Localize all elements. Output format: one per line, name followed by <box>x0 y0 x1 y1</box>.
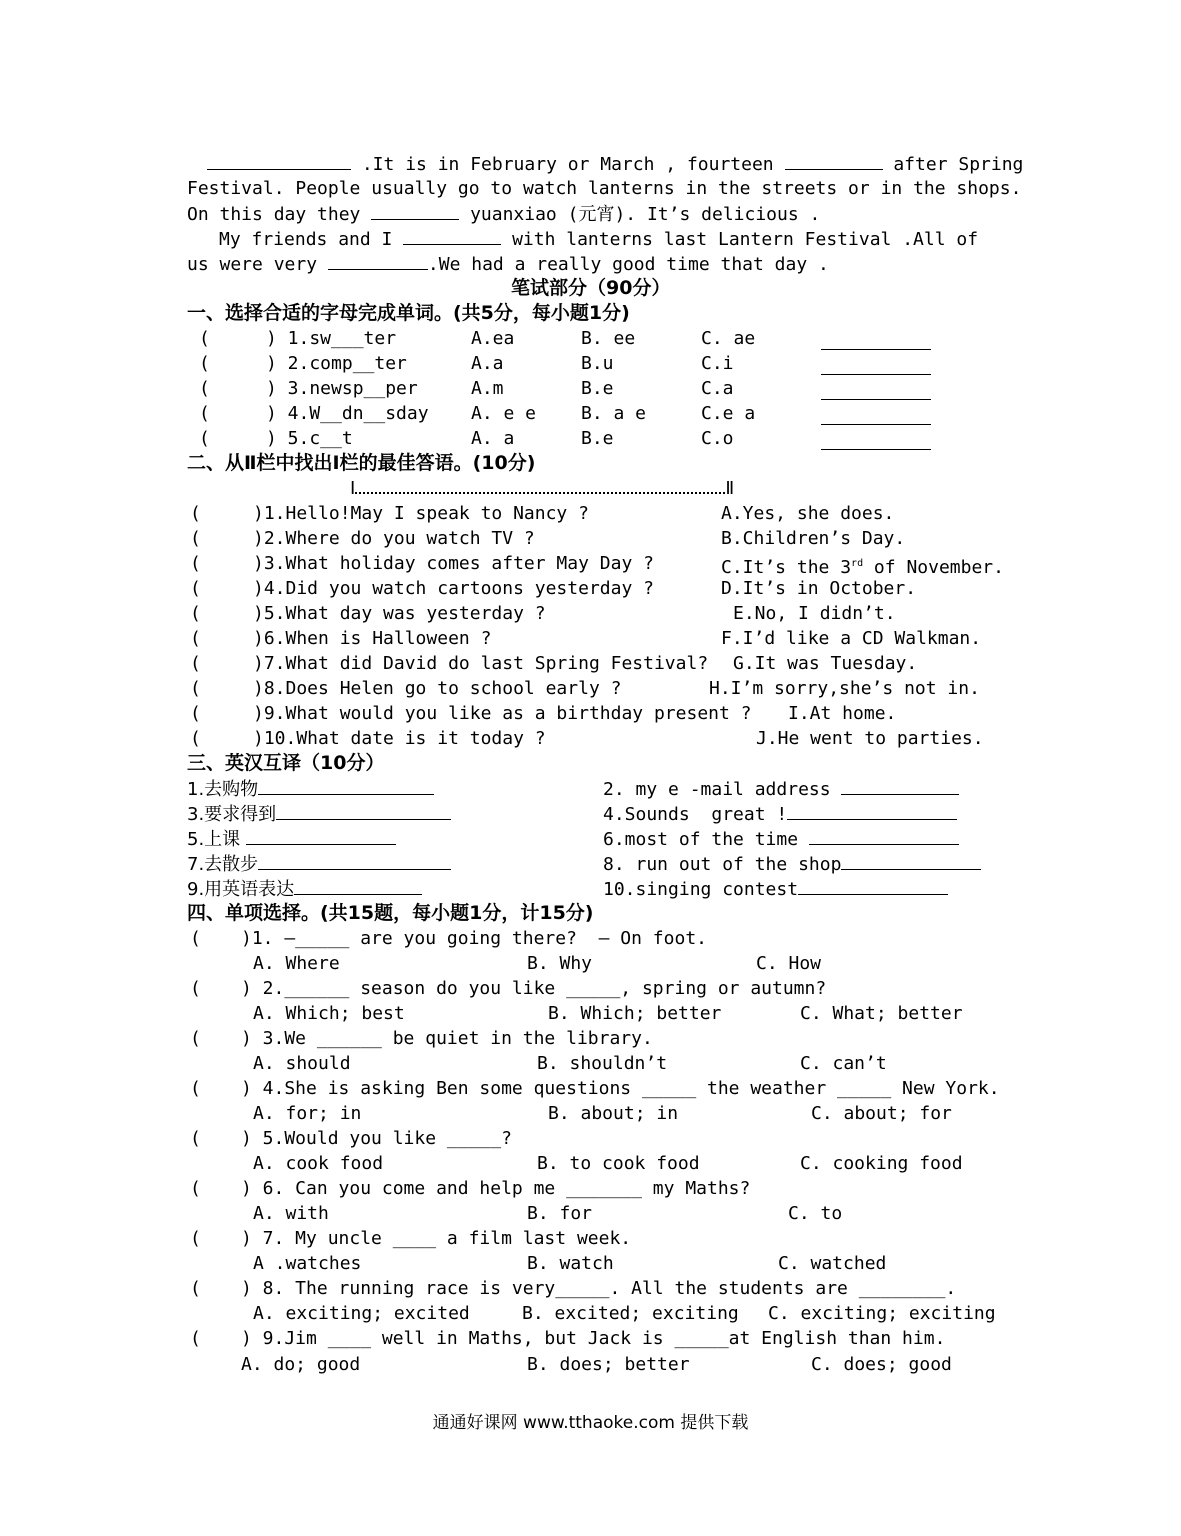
s4-q1-c: C. How <box>756 953 822 974</box>
s4-q6-a: A. with <box>253 1203 329 1224</box>
answer-line <box>821 329 931 350</box>
item-text: 8. run out of the shop <box>603 854 842 875</box>
paren: ( <box>190 728 201 749</box>
s2-q2: )2.Where do you watch TV ? <box>253 528 535 549</box>
blank <box>841 776 959 795</box>
blank <box>841 851 981 870</box>
passage-line-3 <box>187 201 820 226</box>
answer-line <box>821 379 931 400</box>
paren: ( <box>190 653 201 674</box>
column-header-row <box>350 476 734 501</box>
s4-q3-b: B. shouldn’t <box>537 1053 668 1074</box>
s3-item-4 <box>603 801 957 826</box>
s4-q2-c: C. What; better <box>800 1003 963 1024</box>
s1-q1-a: A.ea <box>471 328 515 349</box>
paren: ( <box>190 1028 201 1049</box>
passage-text: .We had a really good time that day . <box>427 254 829 275</box>
answer-line <box>821 429 931 450</box>
s2-a1: A.Yes, she does. <box>721 503 895 524</box>
s4-q2-a: A. Which; best <box>253 1003 405 1024</box>
s4-q2-b: B. Which; better <box>548 1003 722 1024</box>
passage-text: yuanxiao (元宵). It’s delicious . <box>470 204 821 225</box>
s1-q1: ) 1.sw___ter <box>266 328 397 349</box>
passage-text: My friends and I <box>219 229 393 250</box>
item-text: 7.去散步 <box>187 854 259 875</box>
s4-q7-a: A .watches <box>253 1253 362 1274</box>
s1-q3: ) 3.newsp__per <box>266 378 418 399</box>
paren: ( <box>190 528 201 549</box>
blank <box>328 251 428 270</box>
item-text: 2. my e -mail address <box>603 779 831 800</box>
s4-q7-c: C. watched <box>778 1253 887 1274</box>
s1-q4: ) 4.W__dn__sday <box>266 403 429 424</box>
s1-q3-b: B.e <box>581 378 614 399</box>
paren: ( <box>190 628 201 649</box>
section-2-title: 二、从Ⅱ栏中找出Ⅰ栏的最佳答语。(10分) <box>187 452 536 474</box>
s4-q9-b: B. does; better <box>527 1354 690 1375</box>
s4-q3-a: A. should <box>253 1053 351 1074</box>
item-text: 9.用英语表达 <box>187 879 295 900</box>
s2-q1: )1.Hello!May I speak to Nancy ? <box>253 503 589 524</box>
s1-q2-c: C.i <box>701 353 734 374</box>
s1-q2-a: A.a <box>471 353 504 374</box>
s1-q1-b: B. ee <box>581 328 636 349</box>
s2-q3: )3.What holiday comes after May Day ? <box>253 553 654 574</box>
paren: ( <box>190 1128 201 1149</box>
blank <box>276 801 451 820</box>
blank <box>403 226 501 245</box>
item-text: 10.singing contest <box>603 879 799 900</box>
s4-q5-a: A. cook food <box>253 1153 384 1174</box>
passage-line-5 <box>187 251 829 276</box>
s4-q8: ) 8. The running race is very_____. All the students are ________. <box>241 1278 957 1299</box>
s2-q10: )10.What date is it today ? <box>253 728 546 749</box>
item-text: 5.上课 <box>187 829 241 850</box>
s2-q4: )4.Did you watch cartoons yesterday ? <box>253 578 654 599</box>
passage-text: after Spring <box>893 154 1024 175</box>
s1-q3-a: A.m <box>471 378 504 399</box>
s2-a8: H.I’m sorry,she’s not in. <box>709 678 980 699</box>
blank <box>246 826 396 845</box>
paren: ( <box>190 703 201 724</box>
s4-q1-a: A. Where <box>253 953 340 974</box>
s2-a9: I.At home. <box>788 703 897 724</box>
blank <box>809 826 959 845</box>
paren: ( <box>190 503 201 524</box>
s4-q5: ) 5.Would you like _____? <box>241 1128 512 1149</box>
answer-line <box>821 354 931 375</box>
s2-q8: )8.Does Helen go to school early ? <box>253 678 622 699</box>
s4-q4-c: C. about; for <box>811 1103 952 1124</box>
s2-q9: )9.What would you like as a birthday present ? <box>253 703 752 724</box>
paren: ( <box>199 328 210 349</box>
paren: ( <box>190 1228 201 1249</box>
paren: ( <box>199 403 210 424</box>
s3-item-9 <box>187 876 422 901</box>
s3-item-2 <box>603 776 959 801</box>
blank <box>785 151 883 170</box>
blank <box>787 801 957 820</box>
s1-q4-b: B. a e <box>581 403 647 424</box>
paren: ( <box>190 1328 201 1349</box>
paren: ( <box>190 603 201 624</box>
s4-q9: ) 9.Jim ____ well in Maths, but Jack is _____at English than him. <box>241 1328 946 1349</box>
passage-line-2: Festival. People usually go to watch lanterns in the streets or in the shops. <box>187 178 1022 199</box>
passage-text: us were very <box>187 254 318 275</box>
section-1-title: 一、选择合适的字母完成单词。(共5分，每小题1分) <box>187 302 630 324</box>
s3-item-3 <box>187 801 451 826</box>
blank <box>798 876 948 895</box>
footer-text: 通通好课网 www.tthaoke.com 提供下载 <box>432 1413 749 1433</box>
s1-q2-b: B.u <box>581 353 614 374</box>
s4-q4: ) 4.She is asking Ben some questions _____ the weather _____ New York. <box>241 1078 1000 1099</box>
paren: ( <box>190 928 201 949</box>
s1-q4-a: A. e e <box>471 403 537 424</box>
blank <box>371 201 459 220</box>
s4-q4-b: B. about; in <box>548 1103 679 1124</box>
passage-text: .It is in February or March , fourteen <box>361 154 774 175</box>
s1-q5-b: B.e <box>581 428 614 449</box>
s4-q7: ) 7. My uncle ____ a film last week. <box>241 1228 632 1249</box>
s4-q2: ) 2.______ season do you like _____, spring or autumn? <box>241 978 827 999</box>
s2-q6: )6.When is Halloween ? <box>253 628 492 649</box>
s4-q7-b: B. watch <box>527 1253 614 1274</box>
s1-q5: ) 5.c__t <box>266 428 353 449</box>
section-3-title: 三、英汉互译（10分） <box>187 752 385 774</box>
item-text: 3.要求得到 <box>187 804 277 825</box>
s4-q1-b: B. Why <box>527 953 593 974</box>
s4-q5-c: C. cooking food <box>800 1153 963 1174</box>
paren: ( <box>199 428 210 449</box>
passage-line-1 <box>207 151 1023 176</box>
passage-text: with lanterns last Lantern Festival .All of <box>512 229 979 250</box>
s2-a6: F.I’d like a CD Walkman. <box>721 628 982 649</box>
column-2-header: Ⅱ <box>725 478 735 499</box>
s3-item-8 <box>603 851 981 876</box>
blank <box>294 876 422 895</box>
s3-item-10 <box>603 876 948 901</box>
s4-q9-a: A. do; good <box>241 1354 361 1375</box>
paren: ( <box>190 1178 201 1199</box>
item-text: 6.most of the time <box>603 829 799 850</box>
s2-a7: G.It was Tuesday. <box>733 653 918 674</box>
item-text: 4.Sounds great ! <box>603 804 788 825</box>
s2-q5: )5.What day was yesterday ? <box>253 603 546 624</box>
s4-q5-b: B. to cook food <box>537 1153 700 1174</box>
blank <box>207 151 351 170</box>
paren: ( <box>190 553 201 574</box>
paren: ( <box>190 1278 201 1299</box>
paren: ( <box>199 378 210 399</box>
paren: ( <box>190 578 201 599</box>
s2-a2: B.Children’s Day. <box>721 528 906 549</box>
written-section-title: 笔试部分（90分） <box>511 277 671 299</box>
answer-line <box>821 404 931 425</box>
s4-q4-a: A. for; in <box>253 1103 362 1124</box>
blank <box>258 776 434 795</box>
s1-q2: ) 2.comp__ter <box>266 353 407 374</box>
s1-q5-c: C.o <box>701 428 734 449</box>
s4-q8-b: B. excited; exciting <box>522 1303 739 1324</box>
column-1-header: Ⅰ <box>350 478 356 499</box>
s1-q1-c: C. ae <box>701 328 756 349</box>
s4-q6: ) 6. Can you come and help me _______ my Maths? <box>241 1178 751 1199</box>
s3-item-1 <box>187 776 434 801</box>
s1-q5-a: A. a <box>471 428 515 449</box>
section-4-title: 四、单项选择。(共15题，每小题1分，计15分) <box>187 902 594 924</box>
passage-line-4 <box>219 226 978 251</box>
s1-q4-c: C.e a <box>701 403 756 424</box>
s3-item-6 <box>603 826 959 851</box>
passage-text: On this day they <box>187 204 361 225</box>
s3-item-7 <box>187 851 451 876</box>
paren: ( <box>190 978 201 999</box>
paren: ( <box>190 1078 201 1099</box>
paren: ( <box>190 678 201 699</box>
s4-q6-b: B. for <box>527 1203 593 1224</box>
s2-a10: J.He went to parties. <box>756 728 984 749</box>
s4-q1: )1. —_____ are you going there? — On foot. <box>241 928 707 949</box>
s4-q6-c: C. to <box>788 1203 843 1224</box>
s2-a3: C.It’s the 3rd of November. <box>721 557 1004 578</box>
s1-q3-c: C.a <box>701 378 734 399</box>
s3-item-5 <box>187 826 396 851</box>
s4-q3: ) 3.We ______ be quiet in the library. <box>241 1028 653 1049</box>
s4-q9-c: C. does; good <box>811 1354 952 1375</box>
s2-a5: E.No, I didn’t. <box>733 603 896 624</box>
s4-q8-a: A. exciting; excited <box>253 1303 470 1324</box>
s2-a4: D.It’s in October. <box>721 578 917 599</box>
paren: ( <box>199 353 210 374</box>
s2-q7: )7.What did David do last Spring Festival? <box>253 653 709 674</box>
dotted-separator <box>355 478 725 494</box>
item-text: 1.去购物 <box>187 779 259 800</box>
s4-q3-c: C. can’t <box>800 1053 887 1074</box>
blank <box>258 851 451 870</box>
s4-q8-c: C. exciting; exciting <box>768 1303 996 1324</box>
